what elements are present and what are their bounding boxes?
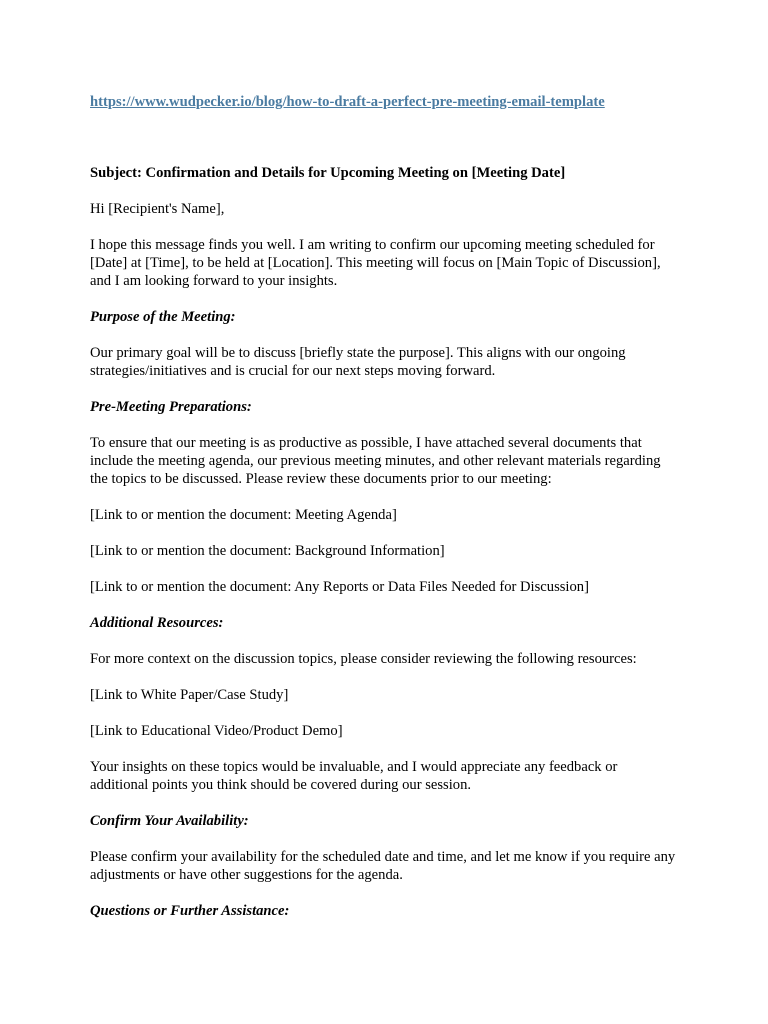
resources-closing: Your insights on these topics would be invaluable, and I would appreciate any feedback or additional points you think should be covered during our session. bbox=[90, 759, 618, 793]
availability-body: Please confirm your availability for the scheduled date and time, and let me know if you require any adjustments or have other suggestions for the agenda. bbox=[90, 849, 676, 883]
email-intro: I hope this message finds you well. I am writing to confirm our upcoming meeting scheduled for [Date] at [Time], to be held at [Location]. This meeting will focus on [Main Topic of Discussion], and I am looking forward to your insights. bbox=[90, 237, 661, 289]
resources-body: For more context on the discussion topics, please consider reviewing the following resources: bbox=[90, 651, 637, 667]
email-greeting: Hi [Recipient's Name], bbox=[90, 201, 225, 217]
document-item-agenda: [Link to or mention the document: Meeting Agenda] bbox=[90, 507, 397, 523]
source-link[interactable]: https://www.wudpecker.io/blog/how-to-draft-a-perfect-pre-meeting-email-template bbox=[90, 94, 605, 110]
questions-heading: Questions or Further Assistance: bbox=[90, 903, 290, 919]
email-subject: Subject: Confirmation and Details for Upcoming Meeting on [Meeting Date] bbox=[90, 165, 566, 181]
availability-heading: Confirm Your Availability: bbox=[90, 813, 249, 829]
purpose-body: Our primary goal will be to discuss [briefly state the purpose]. This aligns with our ongoing strategies/initiatives and is crucial for our next steps moving forward. bbox=[90, 345, 626, 379]
purpose-heading: Purpose of the Meeting: bbox=[90, 309, 236, 325]
resources-heading: Additional Resources: bbox=[90, 615, 224, 631]
resource-item-white-paper: [Link to White Paper/Case Study] bbox=[90, 687, 289, 703]
resource-item-video: [Link to Educational Video/Product Demo] bbox=[90, 723, 343, 739]
preparations-heading: Pre-Meeting Preparations: bbox=[90, 399, 252, 415]
preparations-body: To ensure that our meeting is as productive as possible, I have attached several documents that include the meeting agenda, our previous meeting minutes, and other relevant materials regarding the topics to be discussed. Please review these documents prior to our meeting: bbox=[90, 435, 661, 487]
document-item-background: [Link to or mention the document: Background Information] bbox=[90, 543, 445, 559]
document-item-reports: [Link to or mention the document: Any Reports or Data Files Needed for Discussion] bbox=[90, 579, 589, 595]
